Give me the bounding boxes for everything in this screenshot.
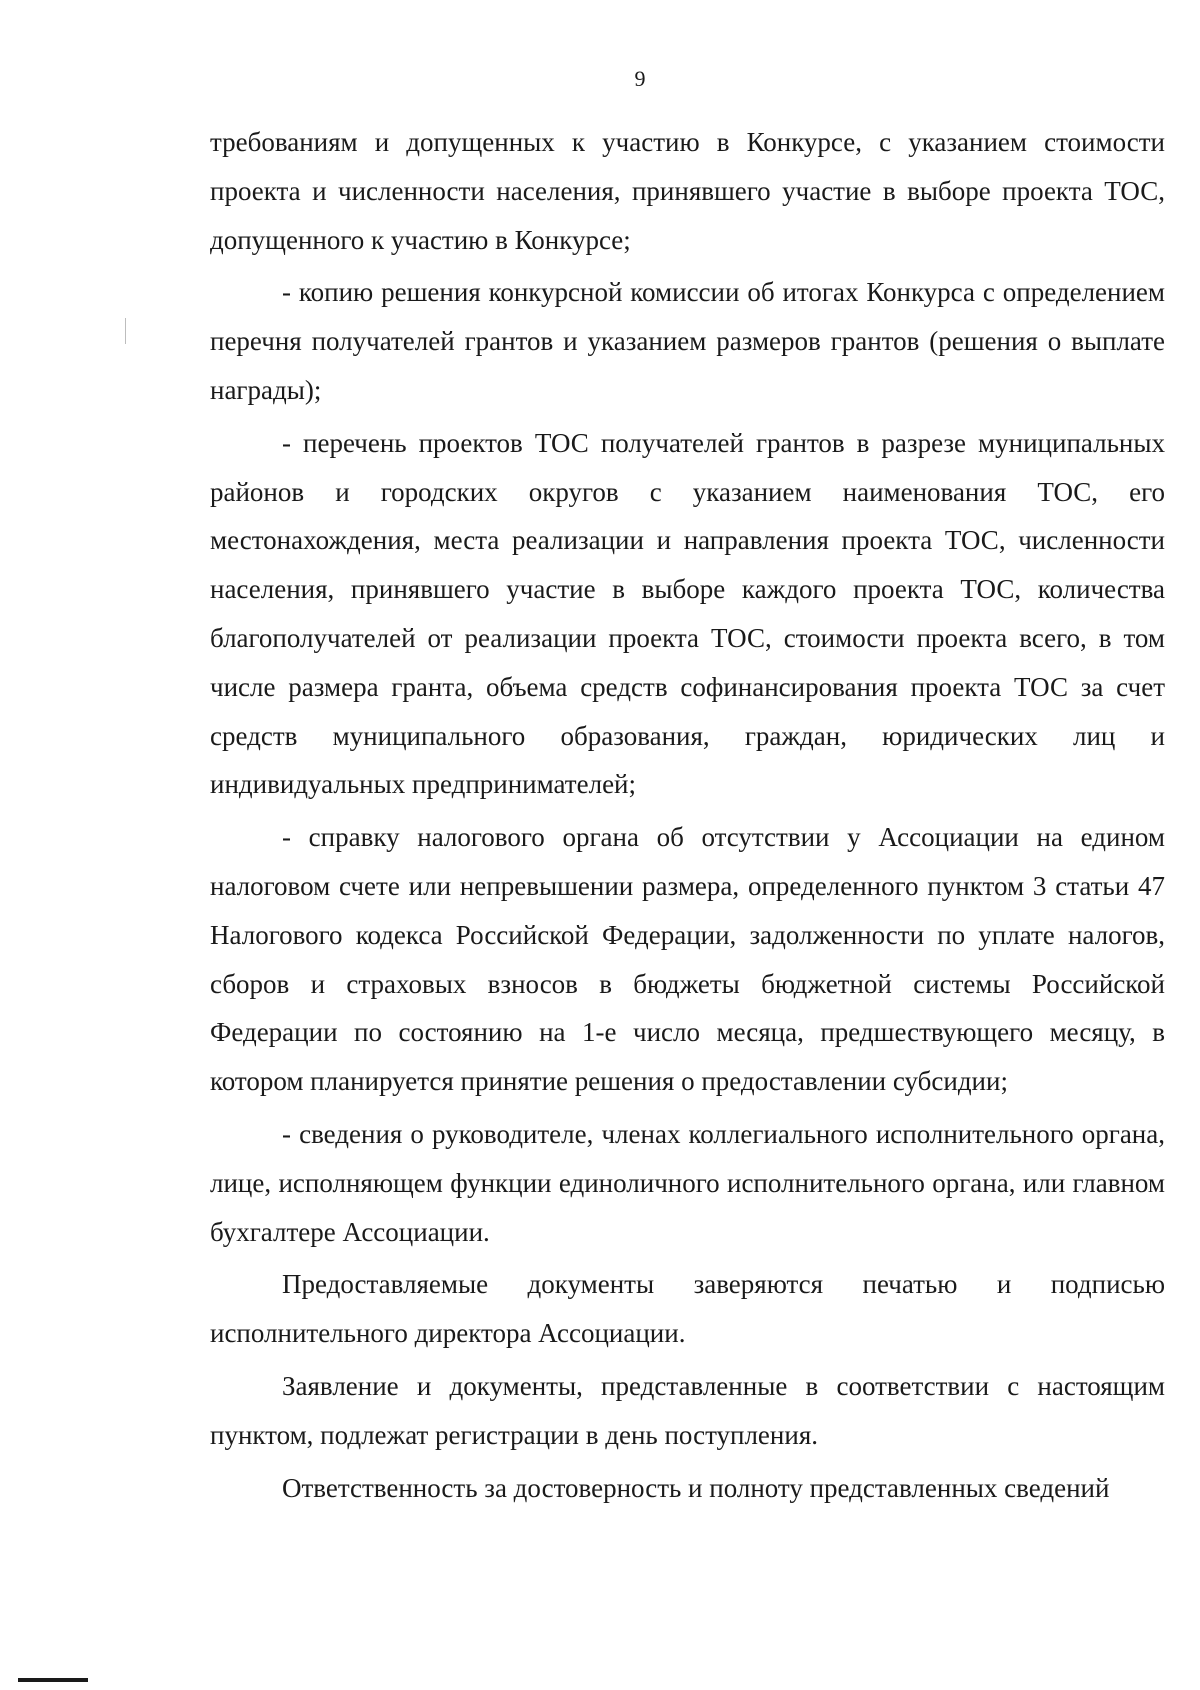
paragraph-responsibility: Ответственность за достоверность и полноту представленных сведений	[282, 1472, 1110, 1503]
paragraph-continuation: требованиям и допущенных к участию в Конкурсе, с указанием стоимости проекта и численности населения, принявшего участие в выборе проекта ТОС, допущенного к участию в Конкурсе;	[210, 127, 1165, 255]
list-item-commission-decision: - копию решения конкурсной комиссии об итогах Конкурса с определением перечня получателей грантов и указанием размеров грантов (решения о выплате награды);	[210, 277, 1165, 405]
scan-edge-bar	[18, 1678, 88, 1682]
page-number: 9	[634, 66, 646, 91]
paragraph-registration: Заявление и документы, представленные в соответствии с настоящим пунктом, подлежат регистрации в день поступления.	[210, 1370, 1165, 1450]
list-item-projects-list: - перечень проектов ТОС получателей грантов в разрезе муниципальных районов и городских округов с указанием наименования ТОС, его местонахождения, места реализации и направления проекта ТОС, численности населения, принявшего участие в выборе каждого проекта ТОС, количества благополучателей от реализации проекта ТОС, стоимости проекта всего, в том числе размера гранта, объема средств софинансирования проекта ТОС за счет средств муниципального образования, граждан, юридических лиц и индивидуальных предпринимателей;	[210, 427, 1165, 800]
list-item-management-info: - сведения о руководителе, членах коллегиального исполнительного органа, лице, исполняющем функции единоличного исполнительного органа, или главном бухгалтере Ассоциации.	[210, 1118, 1165, 1247]
paragraph-certification: Предоставляемые документы заверяются печатью и подписью исполнительного директора Ассоциации.	[210, 1269, 1165, 1349]
scan-artifact-mark	[125, 318, 126, 344]
document-body	[210, 118, 1165, 1512]
list-item-tax-certificate: - справку налогового органа об отсутствии у Ассоциации на едином налоговом счете или непревышении размера, определенного пунктом 3 статьи 47 Налогового кодекса Российской Федерации, задолженности по уплате налогов, сборов и страховых взносов в бюджеты бюджетной системы Российской Федерации по состоянию на 1-е число месяца, предшествующего месяцу, в котором планируется принятие решения о предоставлении субсидии;	[210, 822, 1165, 1097]
